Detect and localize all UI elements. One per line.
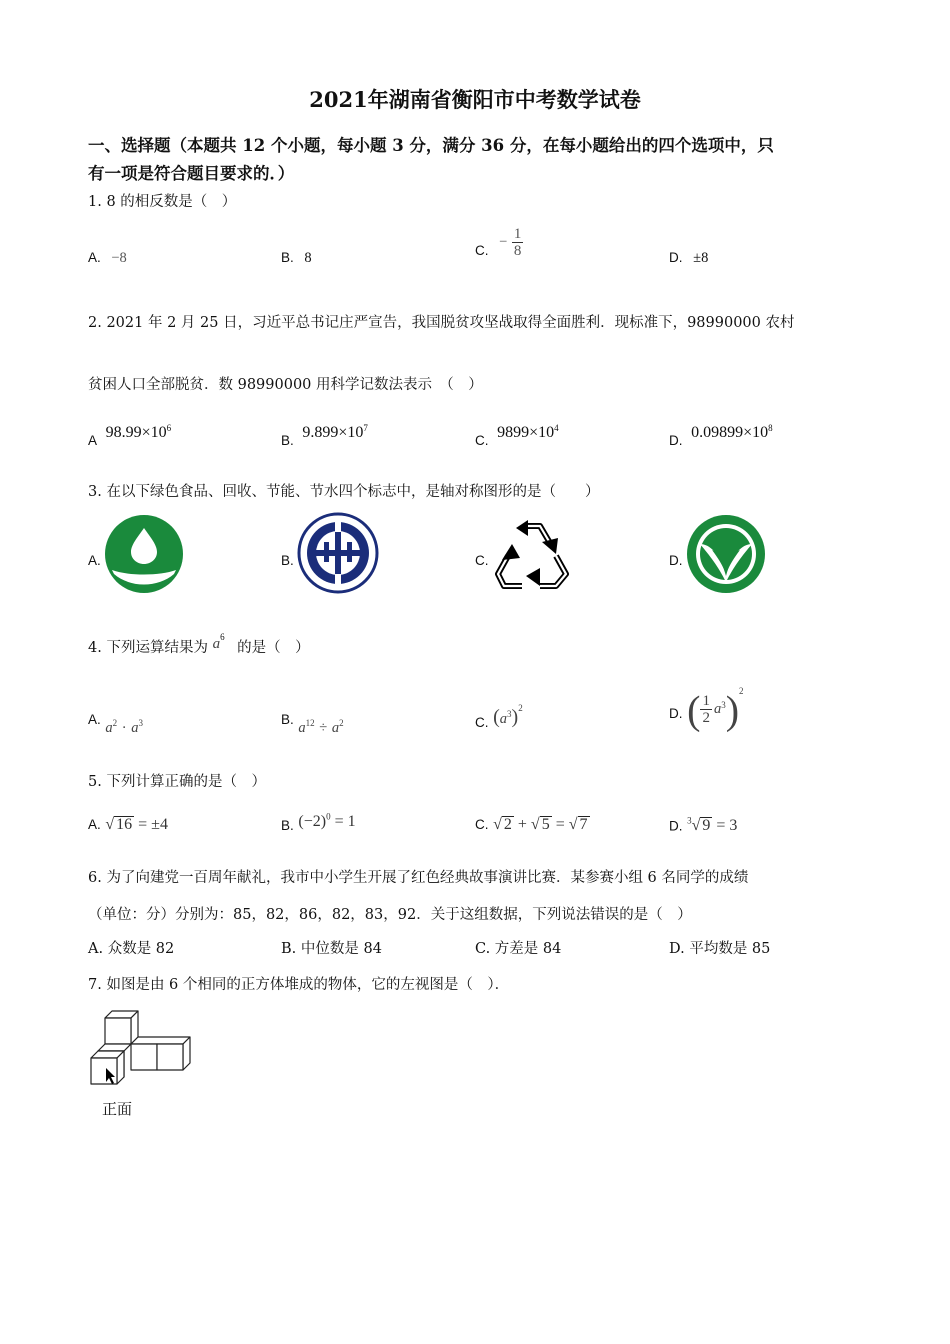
option-expression: √ 16 = ±4 [105,816,168,833]
option-expression [687,685,744,732]
fraction-numerator: 1 [513,226,522,242]
option-base: 98.99×10 [105,423,167,441]
expr-operator: · [121,719,127,736]
expr-exp: 2 [739,685,744,696]
option-exponent: 8 [768,423,773,433]
q2-option-a[interactable] [88,423,172,448]
q1-option-c[interactable] [475,226,523,259]
option-expression [298,813,355,830]
expr-base: a [298,719,306,736]
expr-exp: 3 [138,718,143,728]
option-label: C. [475,242,489,258]
q4-stem-exp: 6 [220,632,225,643]
q2-stem-line1: 2. 2021 年 2 月 25 日，习近平总书记庄严宣告，我国脱贫攻坚战取得全面胜利．现标准下，98990000 农村 [88,315,795,331]
radicand: 5 [541,816,550,833]
expr-rest: = ±4 [138,816,168,833]
q6-stem-line2: （单位：分）分别为：85，82，86，82，83，92．关于这组数据，下列说法错误的是（ ） [88,907,692,923]
expr-base: a [105,719,113,736]
option-exponent: 7 [363,423,368,433]
stacked-cubes-figure [88,1006,198,1092]
radicand: 16 [116,816,133,833]
option-label: B. [281,432,294,448]
expr-operator: = [555,816,565,833]
water-saving-logo-icon [686,514,766,594]
option-fraction [512,226,524,259]
q1-option-a[interactable] [88,250,127,267]
expr-base: a [713,701,722,717]
option-label: C. [475,817,489,832]
q6-stem-line1: 6. 为了向建党一百周年献礼，我市中小学生开展了红色经典故事演讲比赛．某参赛小组 6 名同学的成绩 [88,870,749,886]
q1-option-b[interactable] [281,250,312,267]
option-label: B. [281,711,294,727]
q3-option-b[interactable] [281,553,294,569]
option-label: B. [281,250,294,265]
option-base: 0.09899×10 [691,423,769,441]
q5-stem: 5. 下列计算正确的是（ ） [88,774,266,790]
option-label: D. [669,432,683,448]
option-label: A [88,432,98,448]
q5-option-b[interactable] [281,812,356,834]
q3-option-c[interactable] [475,553,489,569]
energy-saving-logo-icon [297,512,379,594]
option-label: B. [281,818,294,834]
q2-stem-line2: 贫困人口全部脱贫．数 98990000 用科学记数法表示 （ ） [88,377,483,393]
expr-operator: + [517,816,527,833]
green-food-logo-icon [104,514,184,594]
expr-paren: ) [725,687,740,732]
q2-option-c[interactable] [475,423,559,448]
expr-exp: 3 [721,699,726,710]
section-heading-line2: 有一项是符合题目要求的．） [88,164,295,183]
expr-fraction [700,693,712,726]
option-expression [298,720,343,736]
expr-base: (−2) [298,813,327,831]
expr-exp: 3 [507,709,512,720]
q5-option-c[interactable] [475,816,590,834]
option-label: C. [475,432,489,448]
q6-option-a[interactable]: A. 众数是 82 [88,941,175,957]
option-value: −8 [111,250,127,266]
expr-exp: 0 [326,812,331,822]
q1-stem: 1. 8 的相反数是（ ） [88,194,237,210]
q2-option-d[interactable] [669,423,773,448]
option-label: D. [669,553,683,568]
expr-base: a [499,711,508,727]
option-expression [105,720,143,736]
expr-exp: 2 [339,718,344,728]
q5-option-d[interactable] [669,816,737,835]
fraction-denominator: 8 [513,243,522,259]
expr-operator: ÷ [319,719,328,736]
expr-paren: ( [493,706,500,728]
q1-option-d[interactable] [669,250,708,267]
expr-base: a [131,719,139,736]
q5-option-a[interactable] [88,816,168,834]
option-label: C. [475,715,489,730]
q2-option-b[interactable] [281,423,368,448]
expr-paren: ( [687,687,701,732]
option-sign: − [499,234,508,250]
option-label: A. [88,553,101,568]
option-label: B. [281,553,294,568]
q6-option-d[interactable]: D. 平均数是 85 [669,941,771,957]
radicand: 9 [702,817,711,835]
q4-stem [88,632,310,657]
fraction-denominator: 2 [702,710,710,726]
expr-rest: = 3 [716,817,738,835]
option-base: 9.899×10 [302,423,364,441]
option-label: D. [669,250,683,265]
q6-option-c[interactable]: C. 方差是 84 [475,941,562,957]
option-expression: $^3$√ 9 = 3 [687,816,738,835]
option-label: A. [88,250,101,265]
option-expression: √ 2 + √ 5 = √ 7 [493,816,588,833]
option-label: D. [669,818,683,834]
option-base: 9899×10 [497,423,555,441]
option-label: D. [669,705,683,721]
option-label: A. [88,711,101,727]
q3-stem: 3. 在以下绿色食品、回收、节能、节水四个标志中，是轴对称图形的是（ ） [88,484,600,500]
q4-stem-pre: 4. 下列运算结果为 [88,640,208,656]
expr-exp: 12 [305,718,315,728]
fraction-numerator: 1 [702,693,710,709]
section-heading-line1: 一、选择题（本题共 12 个小题，每小题 3 分，满分 36 分，在每小题给出的四个选项中，只 [88,136,774,155]
option-expression [493,703,523,728]
expr-paren: ) [511,706,519,728]
figure-caption: 正面 [102,1101,133,1118]
expr-exp: 2 [518,703,523,714]
q3-option-a[interactable] [88,553,101,569]
option-exponent: 6 [166,423,172,433]
q4-option-d[interactable] [669,686,744,733]
q4-option-b[interactable] [281,710,344,736]
option-label: C. [475,553,489,568]
radicand: 2 [503,816,512,833]
option-value: 8 [304,250,312,266]
option-label: A. [88,817,101,832]
q4-option-c[interactable] [475,703,523,730]
option-exponent: 4 [554,423,559,433]
option-value: ±8 [693,250,709,266]
recycle-logo-icon [492,516,572,592]
q7-stem: 7. 如图是由 6 个相同的正方体堆成的物体，它的左视图是（ ）． [88,977,510,993]
q4-option-a[interactable] [88,710,143,736]
radicand: 7 [579,816,588,833]
q3-option-d[interactable] [669,553,683,569]
page-title: 2021年湖南省衡阳市中考数学试卷 [309,87,641,112]
expr-exp: 2 [112,718,118,728]
q4-stem-post: 的是（ ） [237,640,310,656]
q6-option-b[interactable]: B. 中位数是 84 [281,941,382,957]
root-index: 3 [687,816,692,826]
expr-rest: = 1 [334,813,356,831]
expr-base: a [331,719,340,736]
q4-stem-var: a [212,636,221,652]
